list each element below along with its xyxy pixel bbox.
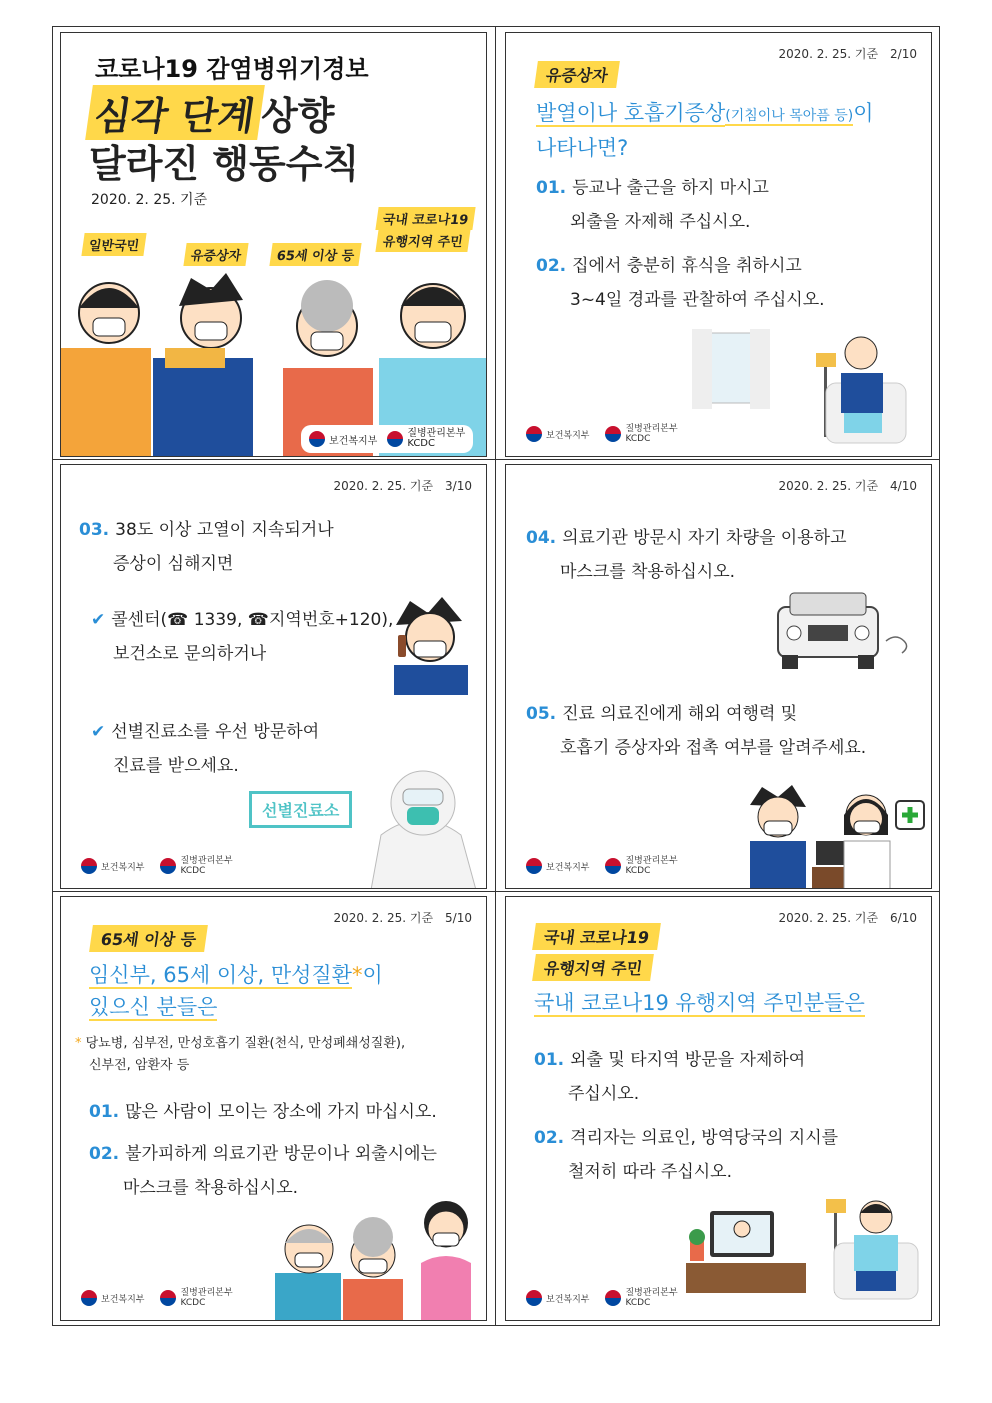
list-item	[526, 521, 847, 555]
card-tag	[534, 923, 659, 981]
question-text: 국내 코로나19 유행지역 주민분들은	[534, 991, 865, 1015]
card-outbreak-area	[505, 896, 932, 1321]
tag-over-65: 65세 이상 등	[269, 243, 362, 266]
pregnant-woman-body	[421, 1256, 471, 1321]
person-2-scarf	[165, 348, 225, 368]
phone-caller-illustration	[386, 595, 476, 695]
card-cover	[60, 32, 487, 457]
logo-kcdc-text	[180, 856, 232, 876]
list-item	[526, 697, 866, 731]
logo-mohw	[526, 1290, 589, 1306]
person-legs	[844, 413, 882, 433]
list-item	[536, 171, 825, 205]
headlight-left	[787, 626, 801, 640]
logo-kcdc-sub: KCDC	[407, 438, 435, 449]
person-1-mask	[93, 318, 125, 336]
list-item-cont: 3~4일 경과를 관찰하여 주십시오.	[570, 290, 825, 310]
card-date: 2020. 2. 25. 기준 5/10	[333, 911, 472, 925]
card-items	[89, 1095, 437, 1205]
card-logos	[526, 1288, 678, 1308]
logo-kcdc	[160, 856, 232, 876]
logo-kcdc-name: 질병관리본부	[407, 428, 466, 439]
taeguk-icon	[605, 1290, 621, 1306]
wheel-left	[782, 655, 798, 669]
list-item-cont: 증상이 심해지면	[113, 554, 234, 574]
screening-clinic-stamp: 선별진료소	[249, 791, 352, 828]
logo-kcdc	[605, 424, 677, 444]
car-illustration	[768, 587, 918, 677]
note-text1: 당뇨병, 심부전, 만성호흡기 질환(천식, 만성폐쇄성질환),	[85, 1036, 406, 1051]
item-number: 01.	[534, 1050, 565, 1070]
taeguk-icon	[309, 431, 325, 447]
question-line2: 있으신 분들은	[89, 995, 218, 1019]
check-line1: 선별진료소를 우선 방문하여	[111, 722, 320, 742]
tag-label: 유증상자	[534, 61, 620, 88]
card-item-05	[526, 697, 866, 765]
question-small: (기침이나 목아픔 등)	[725, 108, 854, 124]
cover-line2-rest: 상향	[261, 94, 335, 138]
card-date: 2020. 2. 25. 기준 2/10	[778, 47, 917, 61]
logo-mohw-text: 보건복지부	[329, 435, 378, 447]
tag-label: 65세 이상 등	[89, 925, 208, 952]
card-question	[536, 97, 926, 164]
cover-highlight: 심각 단계	[85, 85, 265, 140]
divider-horizontal-1	[53, 459, 939, 460]
grandma-mask	[359, 1259, 387, 1273]
item-line1: 외출 및 타지역 방문을 자제하여	[570, 1050, 806, 1070]
card-date: 2020. 2. 25. 기준 3/10	[333, 479, 472, 493]
tag-label-2: 유행지역 주민	[532, 954, 654, 981]
card-date: 2020. 2. 25. 기준 6/10	[778, 911, 917, 925]
logo-mohw	[81, 1290, 144, 1306]
taeguk-icon	[81, 1290, 97, 1306]
taeguk-icon	[605, 858, 621, 874]
check-item-cont: 진료를 받으세요.	[113, 756, 239, 776]
n95-mask	[407, 807, 439, 825]
item-number: 02.	[536, 256, 567, 276]
logo-kcdc-sub: KCDC	[625, 866, 651, 876]
doctor-consult-illustration	[726, 785, 931, 889]
taeguk-icon	[605, 426, 621, 442]
item-line1: 불가피하게 의료기관 방문이나 외출시에는	[125, 1144, 437, 1164]
person-head	[845, 337, 877, 369]
item-number: 02.	[89, 1144, 120, 1164]
logo-kcdc-text	[625, 856, 677, 876]
elderly-pregnant-illustration	[271, 1193, 487, 1321]
item-line1: 격리자는 의료인, 방역당국의 지시를	[570, 1128, 839, 1148]
card-items	[536, 171, 825, 317]
logo-kcdc	[605, 1288, 677, 1308]
taeguk-icon	[526, 426, 542, 442]
exhaust-icon	[886, 637, 907, 653]
taeguk-icon	[387, 431, 403, 447]
item-line1: 진료 의료진에게 해외 여행력 및	[562, 704, 798, 724]
cover-date: 2020. 2. 25. 기준	[91, 192, 208, 208]
cover-line3: 달라진 행동수칙	[89, 142, 360, 186]
tag-symptomatic: 유증상자	[183, 243, 248, 266]
goggles	[403, 789, 443, 805]
check-item	[79, 603, 393, 637]
logo-mohw	[81, 858, 144, 874]
list-item	[534, 1043, 838, 1077]
logo-kcdc	[605, 856, 677, 876]
woman-mask	[433, 1233, 459, 1246]
person-body	[841, 373, 883, 413]
logo-kcdc-sub: KCDC	[625, 1298, 651, 1308]
logo-kcdc-text	[180, 1288, 232, 1308]
logo-kcdc-sub: KCDC	[625, 434, 651, 444]
card-tag	[91, 925, 206, 952]
divider-horizontal-2	[53, 891, 939, 892]
caller-mask	[414, 641, 446, 657]
question-line1-end: 이	[362, 963, 383, 987]
logo-mohw	[526, 426, 589, 442]
item-number: 02.	[534, 1128, 565, 1148]
card-symptomatic	[505, 32, 932, 457]
cover-logos	[301, 425, 473, 453]
tag-outbreak-area-1: 국내 코로나19	[375, 207, 476, 230]
logo-mohw	[309, 431, 377, 447]
card-items	[79, 513, 393, 783]
cover-top-title: 코로나19 감염병위기경보	[95, 55, 369, 83]
grandma-hair	[353, 1217, 393, 1257]
question-end1: 이	[853, 101, 874, 125]
card-items	[534, 1043, 838, 1189]
lamp	[826, 1199, 846, 1213]
list-item	[534, 1121, 838, 1155]
check-item	[79, 715, 393, 749]
item-line1: 집에서 충분히 휴식을 취하시고	[572, 256, 802, 276]
check-line1: 콜센터(☎ 1339, ☎지역번호+120),	[111, 610, 394, 630]
person-4-hair	[401, 287, 465, 306]
card-logos	[81, 1288, 233, 1308]
logo-mohw-text: 보건복지부	[546, 862, 590, 873]
logo-kcdc	[160, 1288, 232, 1308]
item-line1: 등교나 출근을 하지 마시고	[572, 178, 769, 198]
car-grille	[808, 625, 848, 641]
check-item-cont: 보건소로 문의하거나	[113, 644, 267, 664]
condition-note	[75, 1033, 405, 1077]
tag-label-1: 국내 코로나19	[532, 923, 661, 950]
card-hospital-visit	[505, 464, 932, 889]
logo-kcdc-name: 질병관리본부	[625, 856, 678, 866]
list-item	[89, 1137, 437, 1171]
doctor-coat	[844, 841, 890, 889]
question-main: 발열이나 호흡기증상	[536, 101, 726, 125]
logo-kcdc	[387, 429, 465, 449]
patient-body	[750, 841, 806, 889]
question-line1: 임신부, 65세 이상, 만성질환	[89, 963, 352, 987]
taeguk-icon	[526, 1290, 542, 1306]
asterisk-icon: *	[351, 963, 363, 987]
card-question	[534, 987, 865, 1019]
asterisk-icon: *	[75, 1036, 82, 1051]
note-line1	[75, 1033, 405, 1055]
check-icon: ✔	[91, 722, 106, 742]
car-window	[790, 593, 866, 615]
logo-mohw-text: 보건복지부	[546, 1294, 590, 1305]
tag-outbreak-area-2: 유행지역 주민	[375, 229, 470, 252]
grandpa-mask	[295, 1253, 323, 1267]
person-1-body	[61, 348, 151, 457]
item-line1: 38도 이상 고열이 지속되거나	[115, 520, 334, 540]
plant-icon	[689, 1229, 705, 1245]
phone-icon	[398, 635, 406, 657]
list-item-cont: 외출을 자제해 주십시오.	[570, 212, 751, 232]
cover-line2	[89, 85, 334, 140]
logo-kcdc-sub: KCDC	[180, 866, 206, 876]
person-body	[854, 1235, 898, 1271]
curtain-left	[692, 329, 712, 409]
person-3-hair	[301, 280, 353, 332]
doctor-mask	[854, 821, 880, 833]
card-date: 2020. 2. 25. 기준 4/10	[778, 479, 917, 493]
wheel-right	[858, 655, 874, 669]
logo-kcdc-text	[407, 429, 465, 449]
person-legs	[856, 1271, 896, 1291]
card-question	[89, 959, 469, 1023]
logo-mohw-text: 보건복지부	[101, 862, 145, 873]
taeguk-icon	[81, 858, 97, 874]
item-number: 04.	[526, 528, 557, 548]
item-line1: 의료기관 방문시 자기 차량을 이용하고	[562, 528, 847, 548]
card-item-04	[526, 521, 847, 589]
logo-kcdc-text	[625, 424, 677, 444]
tag-general-public: 일반국민	[81, 233, 146, 256]
stay-home-illustration	[676, 1197, 926, 1307]
card-over-65	[60, 896, 487, 1321]
logo-mohw-text: 보건복지부	[101, 1294, 145, 1305]
logo-kcdc-name: 질병관리본부	[180, 1288, 233, 1298]
tv-stand	[686, 1263, 806, 1293]
lamp	[816, 353, 836, 367]
logo-kcdc-name: 질병관리본부	[625, 424, 678, 434]
patient-mask	[764, 821, 792, 835]
check-icon: ✔	[91, 610, 106, 630]
note-line2: 신부전, 암환자 등	[89, 1058, 190, 1073]
taeguk-icon	[160, 1290, 176, 1306]
grandpa-body	[275, 1273, 341, 1321]
protective-suit-illustration	[361, 765, 487, 889]
headlight-right	[855, 626, 869, 640]
list-item-cont: 마스크를 착용하십시오.	[123, 1178, 299, 1198]
taeguk-icon	[526, 858, 542, 874]
logo-kcdc-name: 질병관리본부	[180, 856, 233, 866]
card-high-fever	[60, 464, 487, 889]
curtain-right	[750, 329, 770, 409]
card-logos	[81, 856, 233, 876]
logo-mohw	[526, 858, 589, 874]
monitor	[816, 841, 846, 865]
tv-anchor-head	[734, 1221, 750, 1237]
person-4-mask	[415, 322, 451, 342]
home-rest-illustration	[686, 323, 926, 448]
grandpa-hair	[285, 1229, 333, 1243]
person-2-mask	[195, 322, 227, 340]
item-number: 01.	[536, 178, 567, 198]
grandma-body	[343, 1279, 403, 1321]
item-line1: 많은 사람이 모이는 장소에 가지 마십시오.	[125, 1102, 437, 1122]
divider-vertical	[495, 27, 496, 1325]
logo-kcdc-text	[625, 1288, 677, 1308]
taeguk-icon	[160, 858, 176, 874]
list-item-cont: 주십시오.	[568, 1084, 640, 1104]
list-item-cont: 철저히 따라 주십시오.	[568, 1162, 733, 1182]
item-number: 03.	[79, 520, 110, 540]
caller-body	[394, 665, 468, 695]
person-3-mask	[311, 332, 343, 350]
logo-kcdc-name: 질병관리본부	[625, 1288, 678, 1298]
logo-kcdc-sub: KCDC	[180, 1298, 206, 1308]
list-item	[536, 249, 825, 283]
question-end2: 나타나면?	[536, 136, 629, 160]
list-item-cont: 마스크를 착용하십시오.	[560, 562, 736, 582]
person-2-body	[153, 358, 253, 457]
item-number: 05.	[526, 704, 557, 724]
logo-mohw-text: 보건복지부	[546, 430, 590, 441]
card-tag	[536, 61, 618, 88]
item-number: 01.	[89, 1102, 120, 1122]
card-logos	[526, 856, 678, 876]
list-item	[89, 1095, 437, 1129]
card-logos	[526, 424, 678, 444]
list-item	[79, 513, 393, 547]
list-item-cont: 호흡기 증상자와 접촉 여부를 알려주세요.	[560, 738, 867, 758]
